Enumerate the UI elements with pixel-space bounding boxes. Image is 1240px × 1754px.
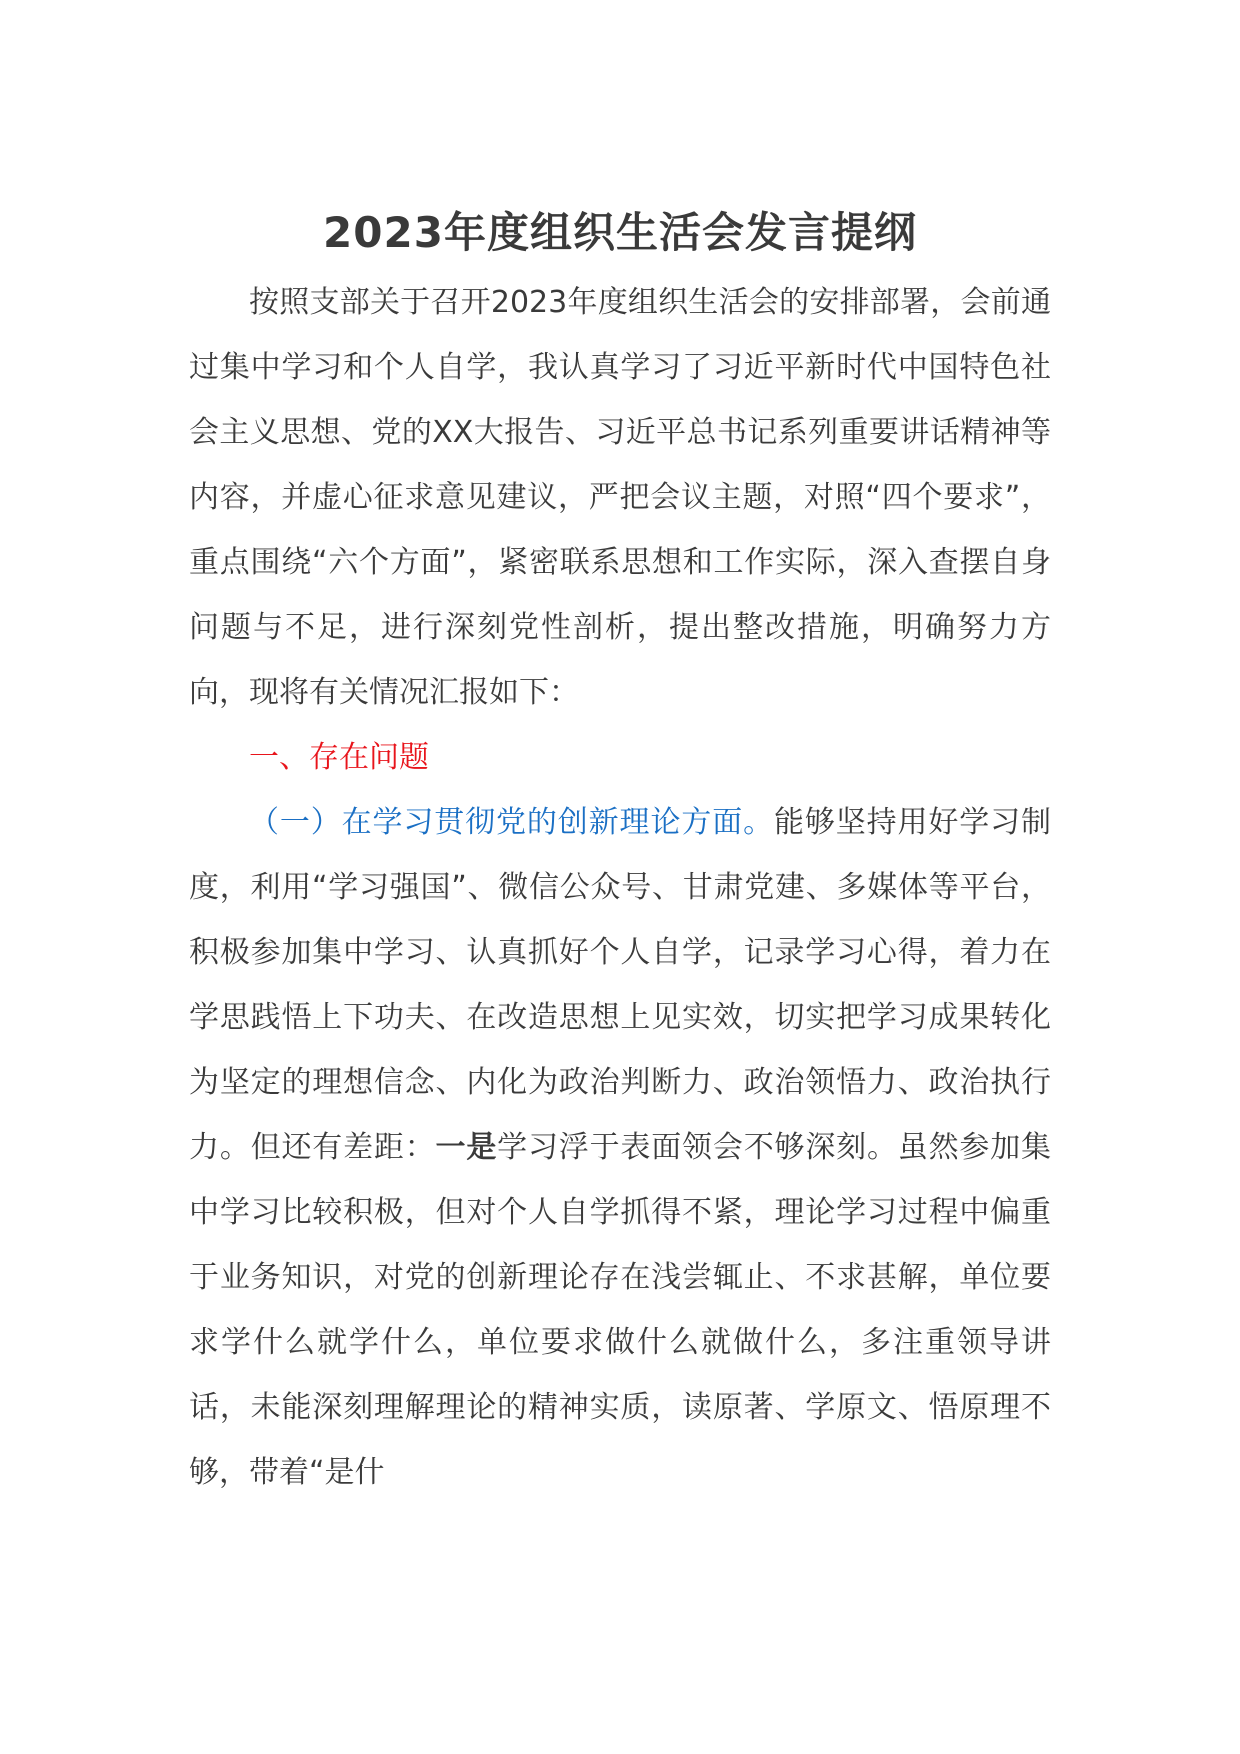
document-body [189,270,1051,1505]
document-title: 2023年度组织生活会发言提纲 [323,208,917,257]
point-marker: 一是 [435,1130,498,1165]
section-heading-problems: 一、存在问题 [249,740,429,775]
subsection-paragraph [189,790,1051,1505]
subsection-heading: （一）在学习贯彻党的创新理论方面。 [249,805,774,840]
intro-paragraph: 按照支部关于召开2023年度组织生活会的安排部署，会前通过集中学习和个人自学，我认真学习了习近平新时代中国特色社会主义思想、党的XX大报告、习近平总书记系列重要讲话精神等内容，并虚心征求意见建议，严把会议主题，对照“四个要求”，重点围绕“六个方面”，紧密联系思想和工作实际，深入查摆自身问题与不足，进行深刻党性剖析，提出整改措施，明确努力方向，现将有关情况汇报如下： [189,285,1051,710]
subsection-text-b: 学习浮于表面领会不够深刻。虽然参加集中学习比较积极，但对个人自学抓得不紧，理论学习过程中偏重于业务知识，对党的创新理论存在浅尝辄止、不求甚解，单位要求学什么就学什么，单位要求做什么就做什么，多注重领导讲话，未能深刻理解理论的精神实质，读原著、学原文、悟原理不够，带着“是什 [189,1130,1052,1490]
subsection-text-a: 能够坚持用好学习制度，利用“学习强国”、微信公众号、甘肃党建、多媒体等平台，积极参加集中学习、认真抓好个人自学，记录学习心得，着力在学思践悟上下功夫、在改造思想上见实效，切实把学习成果转化为坚定的理想信念、内化为政治判断力、政治领悟力、政治执行力。但还有差距： [189,805,1052,1165]
